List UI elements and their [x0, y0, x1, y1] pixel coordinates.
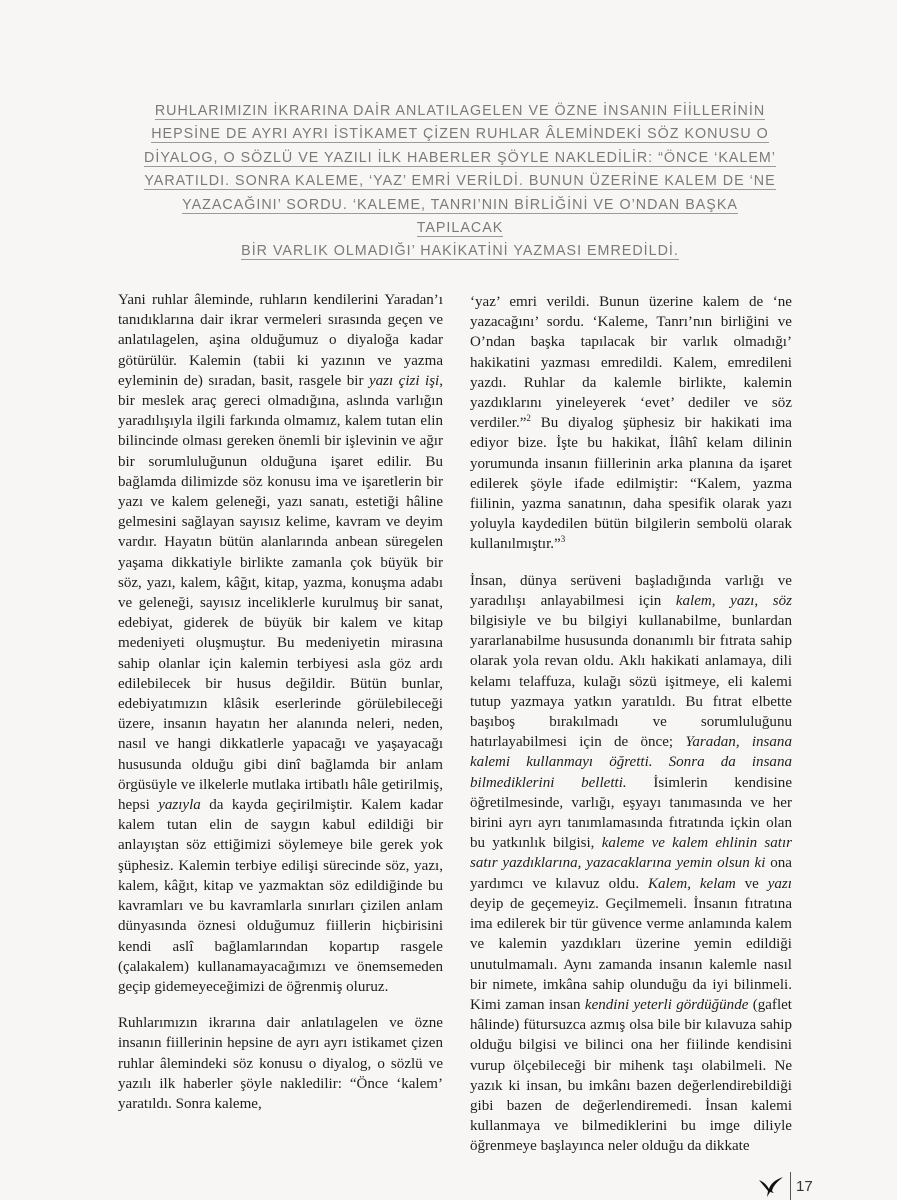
footnote-ref[interactable]: 2	[526, 413, 531, 424]
italic-text: yazı çizi işi	[368, 372, 440, 389]
pull-quote-line: YAZACAĞINI’ SORDU. ‘KALEME, TANRI’NIN BİRLİĞİNİ VE O’NDAN BAŞKA TAPILACAK	[182, 196, 738, 237]
italic-text: yazıyla	[158, 797, 201, 814]
pull-quote-line: DİYALOG, O SÖZLÜ VE YAZILI İLK HABERLER ŞÖYLE NAKLEDİLİR: “ÖNCE ‘KALEM’	[144, 149, 776, 166]
footer-divider	[790, 1172, 791, 1200]
text-run: İsimlerin kendisine öğretilmesinde, varlığı, eşyayı tanımasında ve her birini ayrı ayrı tanımlamasında fıtratında içkin olan bu yatkınlık bilgisi,	[470, 774, 792, 852]
right-column	[470, 292, 792, 1157]
page-number: 17	[796, 1178, 813, 1195]
italic-text: Yaradan, insana kalemi kullanmayı öğretti. Sonra da insana bilmediklerini belletti.	[470, 734, 792, 791]
text-run: ,	[711, 592, 731, 609]
paragraph: Ruhlarımızın ikrarına dair anlatılagelen ve özne insanın fiillerinin hepsine de ayrı ayrı istikamet çizen ruhlar âlemindeki söz konusu o diyalog, o sözlü ve yazılı ilk haberler şöyle nakledilir: “Önce ‘kalem’ yaratıldı. Sonra kaleme,	[118, 1015, 443, 1112]
paragraph	[118, 290, 443, 997]
italic-text: kalem	[675, 592, 712, 609]
bird-icon	[758, 1176, 784, 1198]
pull-quote-line: RUHLARIMIZIN İKRARINA DAİR ANLATILAGELEN VE ÖZNE İNSANIN FİİLLERİNİN	[154, 103, 766, 119]
italic-text: yazı	[730, 592, 755, 609]
text-run: , bir meslek araç gereci olmadığına, aslında varlığın yaradılışıyla ilgili farkında olmamız, kalem tutan elin bilincinde olması gereken önemli bir işlevinin ve ağır bir sorumluluğunun olduğuna işaret edilir. Bu bağlamda dilimizde söz konusu ima ve işaretlerin bir yazı ve kalem geleneği, yazı sanatı, estetiği hâline gelmesini sağlayan sayısız kelime, kavram ve deyim vardır. Hayatın bütün alanlarında anbean süregelen yaşama dikkatiyle birlikte zamanla çok büyük bir söz, yazı, kalem, kâğıt, kitap, yazma, konuşma adabı ve geleneği, sayısız inceliklerle kurulmuş bir sanat, edebiyat, giderek de büyük bir kalem ve kitap medeniyeti oluşmuştur. Bu medeniyetin mirasına sahip olanlar için kalemin terbiyesi asla göz ardı edilebilecek bir husus değildir. Bütün bunlar, edebiyatımızın klâsik eserlerinde görülebileceği üzere, insanın hayatın her alanında neleri, neden, nasıl ve hangi dikkatlerle yapacağı ve yaşayacağı hususunda olduğu gibi dinî bağlamda bir anlam örgüsüyle ve ilkelerle mutlaka irtibatlı hâle getirilmiş, hepsi	[118, 372, 443, 814]
text-run: ona yardımcı ve kılavuz oldu.	[470, 855, 792, 892]
text-run: ,	[754, 592, 773, 609]
paragraph	[470, 292, 792, 555]
pull-quote	[140, 100, 780, 264]
italic-text: kaleme ve kalem ehlinin satır satır yazdıklarına, yazacaklarına yemin olsun ki	[470, 835, 792, 872]
italic-text: Kalem, kelam	[647, 875, 736, 892]
italic-text: yazı	[767, 875, 792, 892]
pull-quote-line: YARATILDI. SONRA KALEME, ‘YAZ’ EMRİ VERİLDİ. BUNUN ÜZERİNE KALEM DE ‘NE	[144, 173, 776, 190]
paragraph	[470, 571, 792, 1157]
pull-quote-line: BİR VARLIK OLMADIĞI’ HAKİKATİNİ YAZMASI EMREDİLDİ.	[241, 243, 679, 260]
italic-text: kendini yeterli gördüğünde	[584, 996, 749, 1013]
text-run: da kayda geçirilmiştir. Kalem kadar kalem tutan elin de saygın kabul edildiği bir anlayıştan söz ettiğimizi söylemeye bile gerek yok şüphesiz. Kalemin terbiye edilişi sürecinde söz, yazı, kalem, kâğıt, kitap ve yazmaktan söz edildiğinde bu kavramları ve bu kavramlarla sınırları çizilen anlam dünyasında öznesi olduğumuz fiillerin hiçbirisini kendi aslî bağlamlarından kopartıp rasgele (çalakalem) kullanamayacağımızı ve önemsemeden geçip gidemeyeceğimizi de öğrenmiş oluruz.	[118, 797, 444, 995]
text-run: İnsan, dünya serüveni başladığında varlığı ve yaradılışı anlayabilmesi için	[470, 572, 792, 609]
text-run: (gaflet hâlinde) fütursuzca azmış olsa bile bir kılavuza sahip olduğu bilgisi ve bilinci ona her fiilinde kendisini vurup ölçebileceği bir mihenk taşı olabilmeli. Ne yazık ki insan, bu imkânı bazen değerlendirebildiği gibi bazen de değerlendiremedi. İnsan kalemi kullanmaya ve bilmediklerini bu imge diliyle öğrenmeye başlayınca neler olduğu da dikkate	[470, 996, 792, 1155]
text-run: bilgisiyle ve bu bilgiyi kullanabilme, bunlardan yararlanabilme hususunda donanımlı bir fıtrata sahip olarak yola revan oldu. Aklı hakikati anlamaya, dili kelamı telaffuza, kulağı sözü işitmeye, eli kalemi tutup yazmaya yatkın yaratıldı. Bu fıtrat elbette başıboş bırakılmadı ve sorumluluğunu hatırlayabilmesi için de önce;	[470, 613, 792, 751]
text-run: ‘yaz’ emri verildi. Bunun üzerine kalem de ‘ne yazacağını’ sordu. ‘Kaleme, Tanrı’nın birliğini ve O’ndan başka tapılacak bir varlık olmadığı’ hakikatini yazması emredildi. Kalem, emredileni yazdı. Ruhlar da kalemle birlikte, kalemin yazdıklarını yineleyerek ‘evet’ dediler ve söz verdiler.”	[470, 294, 792, 432]
text-run: deyip de geçemeyiz. Geçilmemeli. İnsanın fıtratına ima edilerek bir tür güvence verme anlamında kalem ve kalemin yazdıkları üzerine yemin edildiği unutulmamalı. Aynı zamanda insanın kalemle nasıl bir nimete, imkâna sahip olunduğu da iyi bilinmeli. Kimi zaman insan	[470, 895, 792, 1013]
text-run: Bu diyalog şüphesiz bir hakikati ima ediyor bize. İşte bu hakikat, İlâhî kelam dilinin yorumunda insanın fiillerinin arka planına da işaret edilerek şöyle ifade edilmiştir: “Kalem, yazma fiilinin, yazma sanatının, daha spesifik olarak yazı yoluyla kaydedilen bütün bilgilerin sembolü olarak kullanılmıştır.”	[470, 415, 792, 553]
footnote-ref[interactable]: 3	[560, 534, 566, 545]
italic-text: söz	[772, 592, 792, 609]
text-run: ve	[735, 875, 768, 892]
pull-quote-line: HEPSİNE DE AYRI AYRI İSTİKAMET ÇİZEN RUHLAR ÂLEMİNDEKİ SÖZ KONUSU O	[151, 126, 769, 143]
text-run: Yani ruhlar âleminde, ruhların kendilerini Yaradan’ı tanıdıklarına dair ikrar vermeleri sırasında geçen ve anlatılagelen, aşina olduğumuz o diyaloğa kadar götürülür. Kalemin (tabii ki yazının ve yazma eyleminin de) sıradan, basit, rasgele bir	[118, 292, 443, 389]
left-column	[118, 290, 443, 1114]
